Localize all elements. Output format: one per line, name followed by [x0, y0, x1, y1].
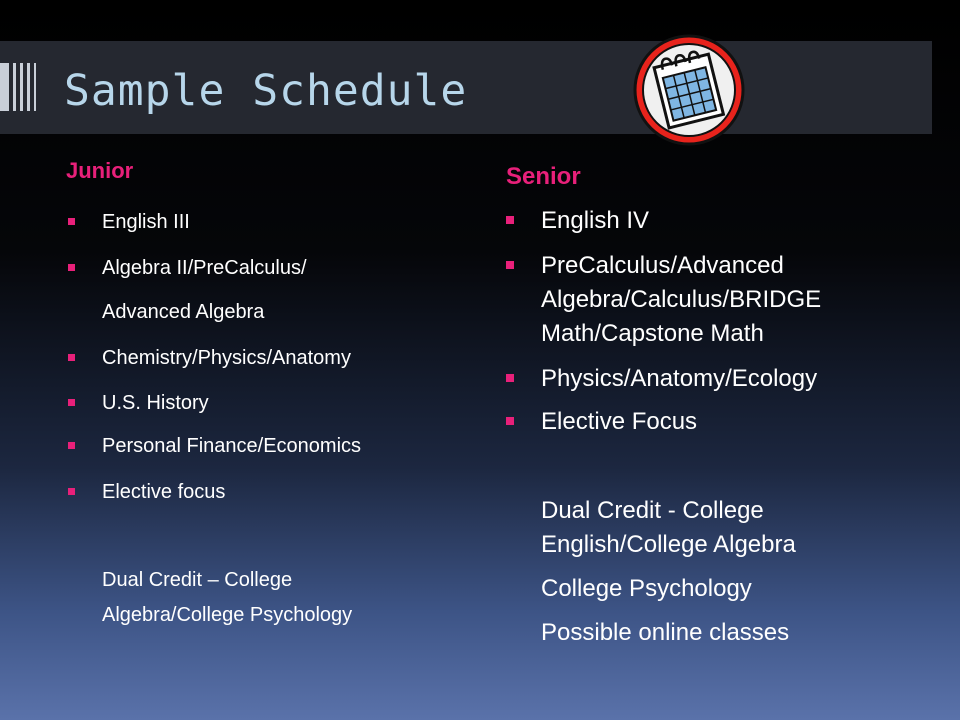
- junior-item-finance: Personal Finance/Economics: [102, 435, 362, 457]
- senior-item-math: PreCalculus/Advanced: [541, 252, 784, 279]
- junior-item-elective: Elective focus: [102, 481, 226, 503]
- list-item-continuation: [541, 317, 764, 351]
- senior-dual-credit-line2: English/College Algebra: [541, 531, 796, 558]
- senior-item-science: Physics/Anatomy/Ecology: [541, 365, 818, 392]
- list-item-continuation: [102, 299, 264, 325]
- bullet-icon: [506, 216, 514, 224]
- bullet-icon: [506, 417, 514, 425]
- list-item-continuation: [541, 283, 821, 317]
- bullet-icon: [68, 488, 75, 495]
- slide-title: Sample Schedule: [64, 66, 468, 116]
- bullet-icon: [506, 374, 514, 382]
- bullet-icon: [506, 261, 514, 269]
- list-item: [102, 209, 190, 235]
- senior-online-classes: Possible online classes: [541, 619, 790, 646]
- list-item: [541, 405, 697, 439]
- list-item: [541, 249, 784, 283]
- junior-item-history: U.S. History: [102, 392, 209, 414]
- list-item: [102, 390, 209, 416]
- senior-item-math-line2: Algebra/Calculus/BRIDGE: [541, 286, 822, 313]
- list-item: [541, 362, 817, 396]
- junior-item-english: English III: [102, 211, 190, 233]
- senior-item-english: English IV: [541, 207, 650, 234]
- list-item: [102, 345, 351, 371]
- junior-dual-credit-line2: Algebra/College Psychology: [102, 604, 353, 626]
- senior-item-elective: Elective Focus: [541, 408, 698, 435]
- junior-item-math-continuation: Advanced Algebra: [102, 301, 265, 323]
- bullet-icon: [68, 354, 75, 361]
- bullet-icon: [68, 264, 75, 271]
- bullet-icon: [68, 442, 75, 449]
- junior-item-math: Algebra II/PreCalculus/: [102, 257, 307, 279]
- calendar-icon: [633, 34, 745, 146]
- list-item: [102, 255, 307, 281]
- list-item: [102, 479, 225, 505]
- list-item: [102, 433, 361, 459]
- senior-psychology: College Psychology: [541, 575, 752, 602]
- list-item: [541, 204, 649, 238]
- bullet-icon: [68, 218, 75, 225]
- senior-heading: Senior: [506, 163, 581, 190]
- senior-dual-credit-line1: Dual Credit - College: [541, 497, 764, 524]
- junior-heading: Junior: [66, 158, 134, 183]
- junior-dual-credit-line1: Dual Credit – College: [102, 569, 293, 591]
- senior-item-math-line3: Math/Capstone Math: [541, 320, 764, 347]
- title-stripes-decoration: [0, 63, 40, 111]
- bullet-icon: [68, 399, 75, 406]
- junior-item-science: Chemistry/Physics/Anatomy: [102, 347, 351, 369]
